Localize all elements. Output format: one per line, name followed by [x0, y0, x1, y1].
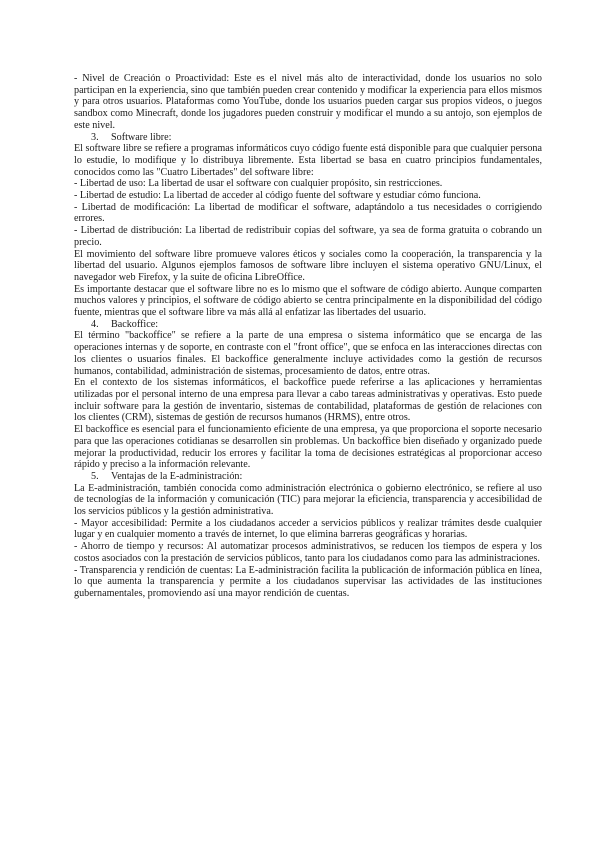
- section-number: 5.: [91, 470, 99, 482]
- list-item-libertad-distribucion: - Libertad de distribución: La libertad de redistribuir copias del software, ya sea de forma gratuita o cobrando un precio.: [74, 225, 542, 248]
- section-number: 4.: [91, 318, 99, 330]
- paragraph-creation-level: - Nivel de Creación o Proactividad: Este es el nivel más alto de interactividad, donde los usuarios no solo participan en la experiencia, sino que también pueden crear contenido y modificar la experiencia para ellos mismos y para otros usuarios. Plataformas como YouTube, donde los usuarios pueden cargar sus propios videos, o juegos sandbox como Minecraft, donde los jugadores pueden construir y modificar el mundo a su antojo, son ejemplos de este nivel.: [74, 73, 542, 131]
- list-item-libertad-uso: - Libertad de uso: La libertad de usar el software con cualquier propósito, sin restricciones.: [74, 178, 443, 190]
- section-heading-e-administracion: [74, 471, 542, 483]
- list-item-libertad-estudio: - Libertad de estudio: La libertad de acceder al código fuente del software y estudiar cómo funciona.: [74, 190, 481, 202]
- section-title: Software libre:: [111, 131, 172, 143]
- section-heading-software-libre: [74, 132, 542, 144]
- section-heading-backoffice: [74, 319, 542, 331]
- paragraph-software-libre-intro: El software libre se refiere a programas informáticos cuyo código fuente está disponible para que cualquier persona lo estudie, lo modifique y lo distribuya libremente. Esta libertad se basa en cuatro principios fundamentales, conocidos como las "Cuatro Libertades" del software libre:: [74, 143, 542, 178]
- list-item-transparencia: - Transparencia y rendición de cuentas: La E-administración facilita la publicación de información pública en línea, lo que aumenta la transparencia y permite a los ciudadanos supervisar las actividades de las instituciones gubernamentales, promoviendo así una mayor rendición de cuentas.: [74, 564, 542, 599]
- list-item-ahorro-tiempo: - Ahorro de tiempo y recursos: Al automatizar procesos administrativos, se reducen los tiempos de espera y los costos asociados con la prestación de servicios públicos, tanto para los ciudadanos como para las administraciones.: [74, 541, 542, 564]
- paragraph-backoffice-context: En el contexto de los sistemas informáticos, el backoffice puede referirse a las aplicaciones y herramientas utilizadas por el personal interno de una empresa para llevar a cabo tareas administrativas y operativas. Esto puede incluir software para la gestión de inventario, sistemas de contabilidad, plataformas de gestión de relaciones con los clientes (CRM), sistemas de gestión de recursos humanos (HRMS), entre otros.: [74, 377, 542, 424]
- list-item-mayor-accesibilidad: - Mayor accesibilidad: Permite a los ciudadanos acceder a servicios públicos y realizar trámites desde cualquier lugar y en cualquier momento a través de internet, lo que elimina barreras geográficas y horarias.: [74, 517, 542, 541]
- paragraph-software-libre-vs-open-source: Es importante destacar que el software libre no es lo mismo que el software de código abierto. Aunque comparten muchos valores y principios, el software de código abierto se centra principalmente en la disponibilidad del código fuente, mientras que el software libre va más allá al enfatizar las libertades del usuario.: [74, 283, 542, 319]
- section-title: Backoffice:: [111, 318, 159, 330]
- paragraph-e-administracion-intro: La E-administración, también conocida como administración electrónica o gobierno electrónico, se refiere al uso de tecnologías de la información y comunicación (TIC) para mejorar la eficiencia, transparencia y accesibilidad de los servicios públicos y la gestión administrativa.: [74, 482, 542, 518]
- list-item-libertad-modificacion: - Libertad de modificación: La libertad de modificar el software, adaptándolo a tus necesidades o corrigiendo errores.: [74, 201, 542, 225]
- paragraph-backoffice-importance: El backoffice es esencial para el funcionamiento eficiente de una empresa, ya que proporciona el soporte necesario para que las operaciones cotidianas se desarrollen sin problemas. Un backoffice bien diseñado y organizado puede mejorar la productividad, reducir los errores y facilitar la toma de decisiones estratégicas al proporcionar acceso rápido y preciso a la información relevante.: [74, 424, 542, 471]
- paragraph-software-libre-movement: El movimiento del software libre promueve valores éticos y sociales como la cooperación, la transparencia y la libertad del usuario. Algunos ejemplos famosos de software libre incluyen el sistema operativo GNU/Linux, el navegador web Firefox, y la suite de oficina LibreOffice.: [74, 248, 542, 283]
- section-title: Ventajas de la E-administración:: [111, 470, 243, 482]
- paragraph-backoffice-definition: El término "backoffice" se refiere a la parte de una empresa o sistema informático que se encarga de las operaciones internas y de soporte, en contraste con el "front office", que se enfoca en las interacciones directas con los clientes o usuarios finales. El backoffice generalmente incluye actividades como la gestión de recursos humanos, contabilidad, administración de sistemas, procesamiento de datos, entre otras.: [74, 330, 542, 377]
- section-number: 3.: [91, 131, 99, 143]
